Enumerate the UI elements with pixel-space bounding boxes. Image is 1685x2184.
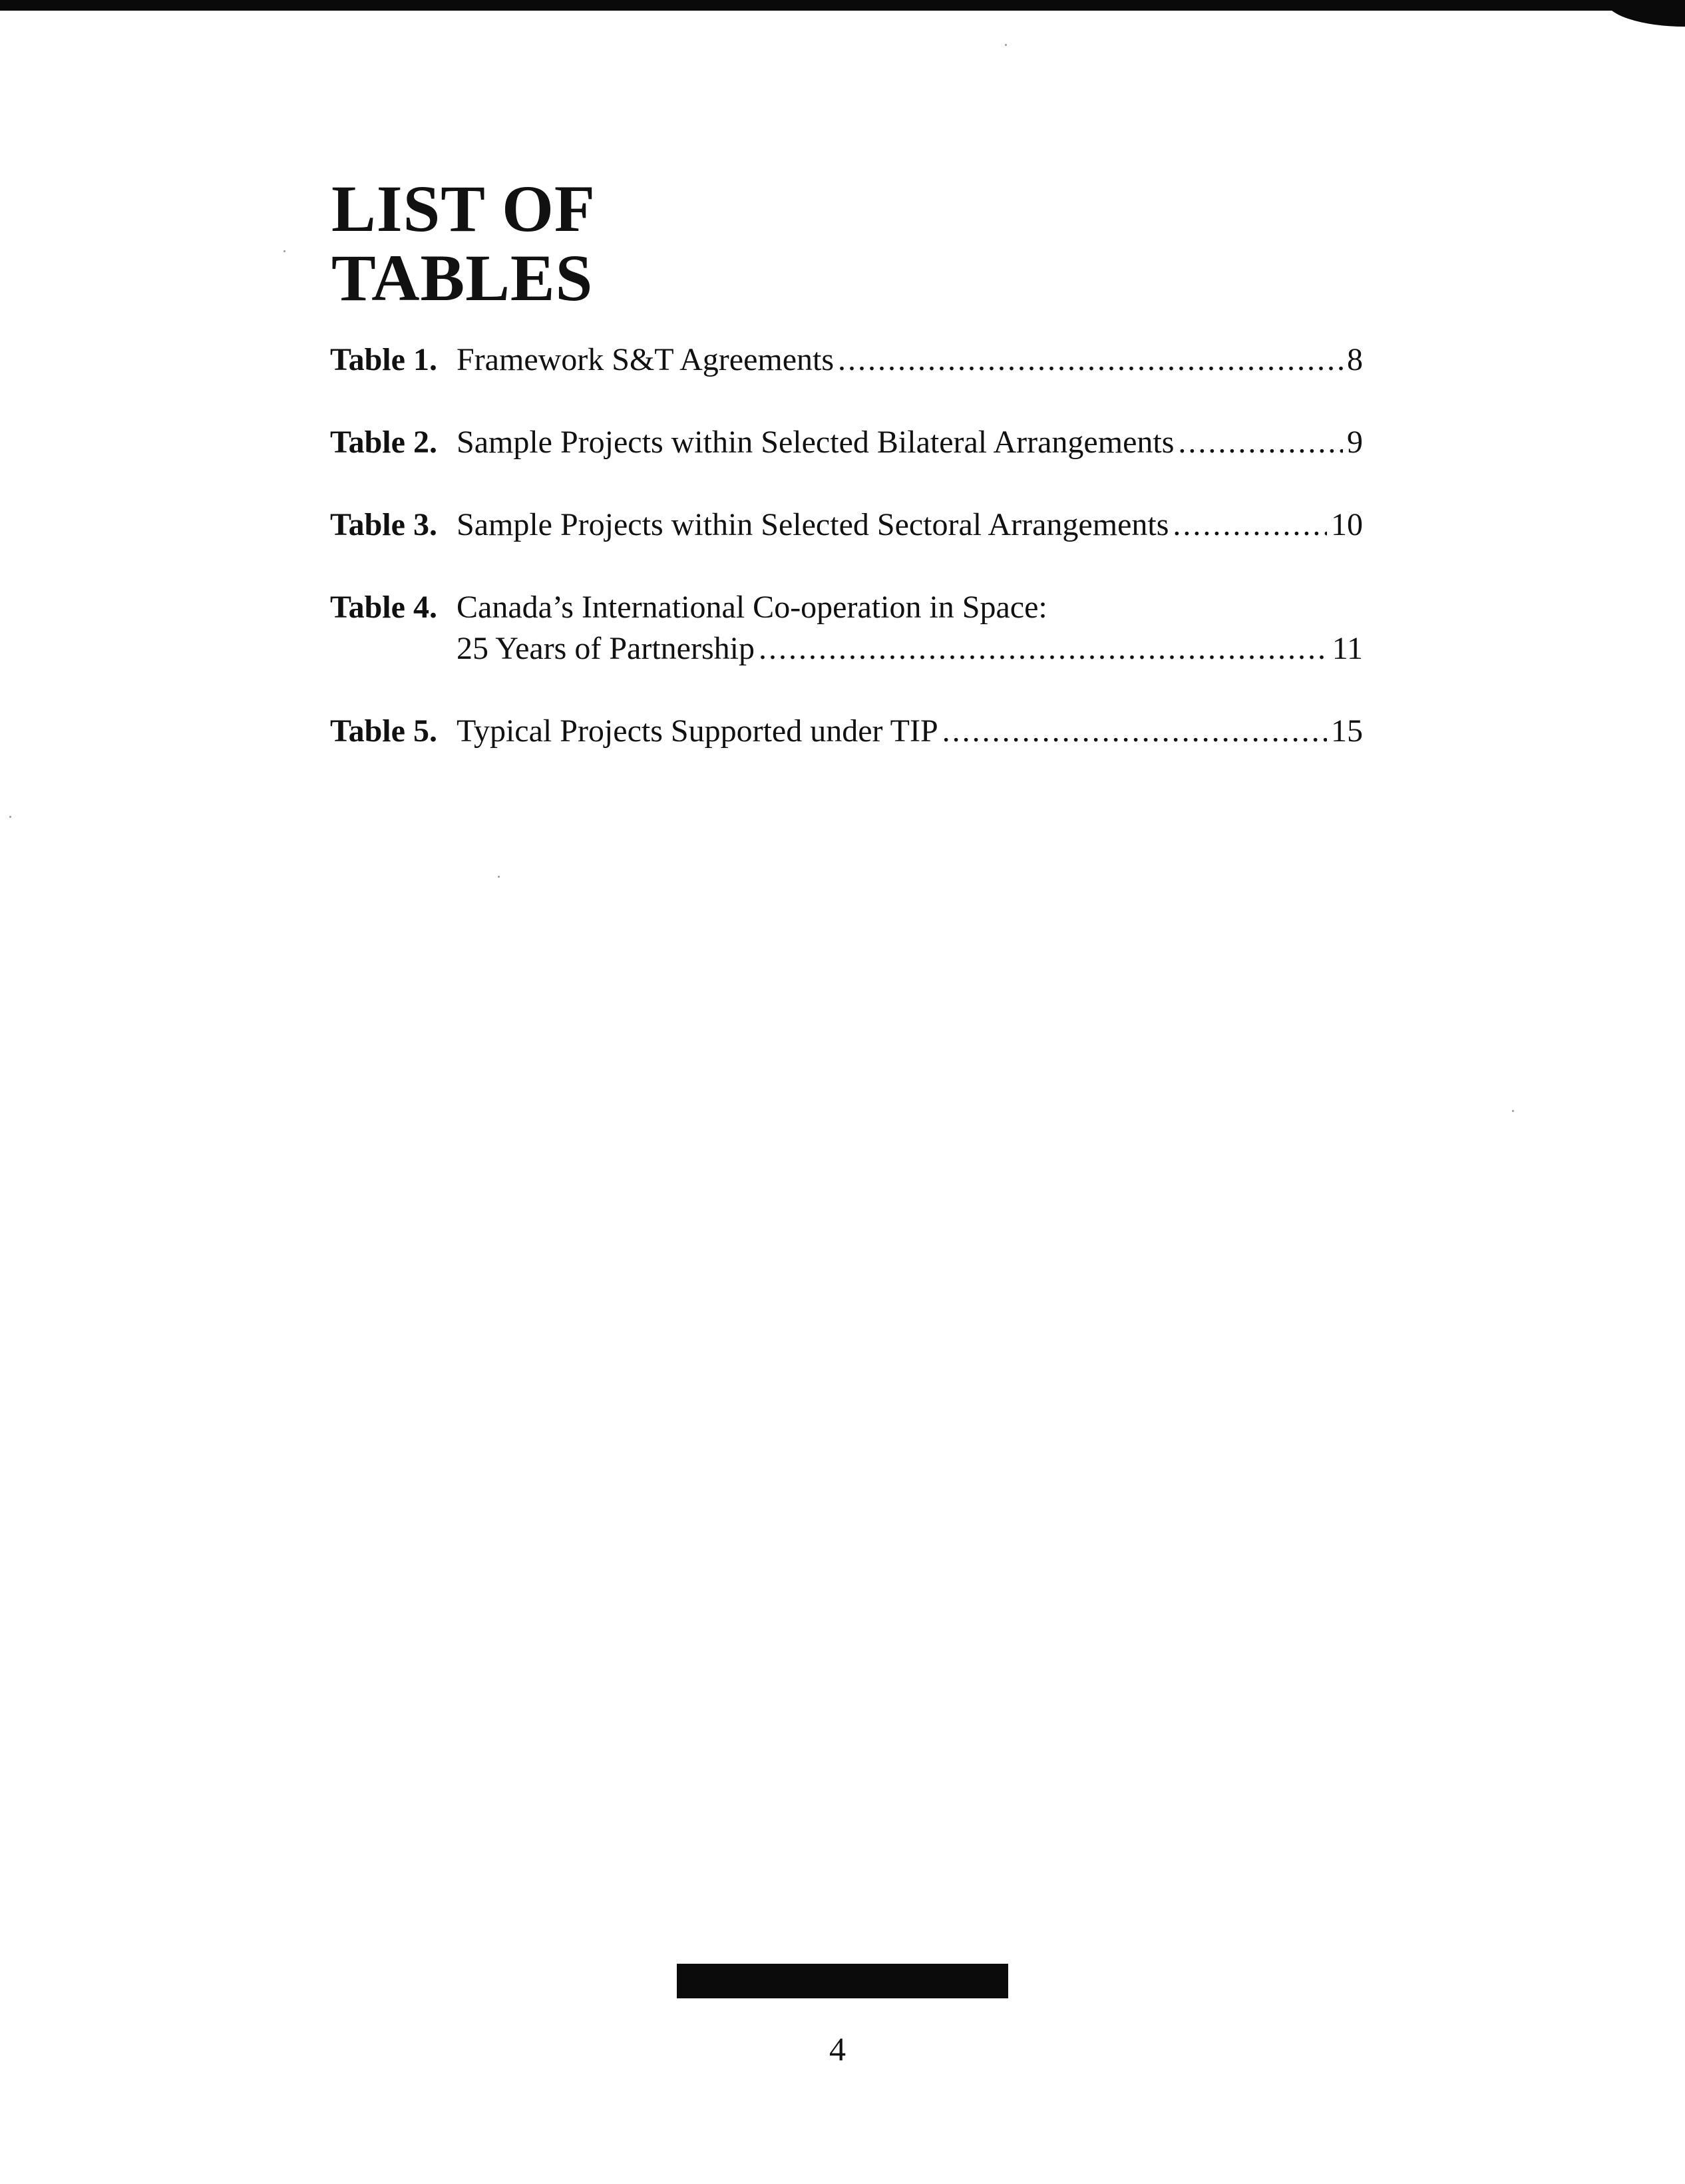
toc-line-continuation [330, 628, 1363, 669]
toc-entry-table-4[interactable] [330, 587, 1363, 669]
toc-entry-label: Table 2. [330, 425, 437, 460]
toc-line [330, 711, 1363, 752]
toc-dot-leader [759, 628, 1328, 669]
page-number: 4 [829, 2030, 846, 2068]
toc-entry-table-1[interactable] [330, 339, 1363, 381]
page-top-border-edge [1605, 0, 1685, 27]
toc-dot-leader [1173, 504, 1327, 546]
toc-entry-page-number: 9 [1347, 425, 1363, 460]
scan-speck [498, 876, 500, 878]
toc-entry-title: Typical Projects Supported under TIP [457, 713, 938, 749]
scan-speck [1005, 44, 1007, 46]
toc-dot-leader [838, 339, 1343, 381]
toc-entry-page-number: 10 [1331, 507, 1363, 542]
page-top-border [0, 0, 1685, 11]
toc-entry-title: Framework S&T Agreements [457, 342, 835, 377]
toc-entry-page-number: 15 [1331, 713, 1363, 749]
toc-entry-label: Table 3. [330, 507, 437, 542]
toc-line [330, 422, 1363, 463]
toc-line [330, 339, 1363, 381]
list-of-tables [330, 339, 1363, 793]
toc-entry-page-number: 11 [1332, 631, 1363, 666]
toc-entry-title: Canada’s International Co-operation in Space: [457, 590, 1047, 625]
toc-entry-label: Table 5. [330, 713, 437, 749]
toc-entry-title: Sample Projects within Selected Sectoral Arrangements [457, 507, 1169, 542]
toc-entry-title-continuation: 25 Years of Partnership [457, 631, 755, 666]
page-title-line-2: TABLES [331, 241, 594, 315]
toc-entry-table-5[interactable] [330, 711, 1363, 752]
toc-dot-leader [942, 711, 1327, 752]
toc-entry-label: Table 4. [330, 590, 437, 625]
toc-entry-table-3[interactable] [330, 504, 1363, 546]
toc-entry-label: Table 1. [330, 342, 437, 377]
scan-speck [9, 816, 11, 818]
toc-dot-leader [1178, 422, 1343, 463]
footer-bar [677, 1964, 1008, 1998]
toc-line [330, 504, 1363, 546]
toc-line [330, 587, 1363, 628]
scan-speck [1512, 1110, 1514, 1112]
scan-speck [283, 250, 285, 252]
toc-entry-table-2[interactable] [330, 422, 1363, 463]
page-title-line-1: LIST OF [331, 172, 596, 246]
page-title [331, 174, 596, 313]
toc-entry-title: Sample Projects within Selected Bilateral Arrangements [457, 425, 1175, 460]
toc-entry-page-number: 8 [1347, 342, 1363, 377]
